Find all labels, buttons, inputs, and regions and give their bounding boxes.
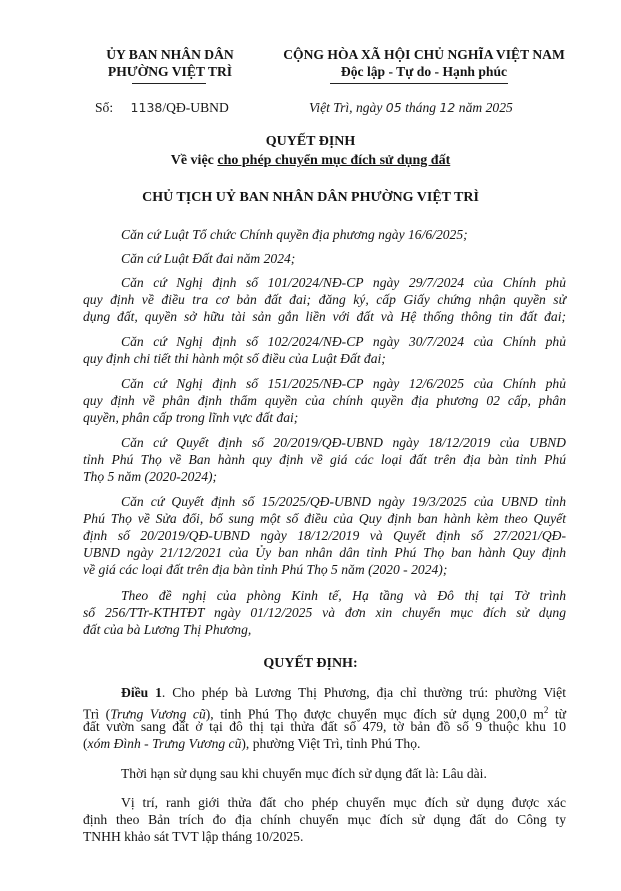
recital-7-line-5: về giá các loại đất trên địa bàn tỉnh Phú Thọ 5 năm (2020 - 2024); [83,562,448,577]
national-title: CỘNG HÒA XÃ HỘI CHỦ NGHĨA VIỆT NAM [283,47,565,62]
decision-number: Số: 1138/QĐ-UBND [95,100,229,115]
location-line-1: Vị trí, ranh giới thửa đất cho phép chuyển mục đích sử dụng được xác [121,795,566,810]
recital-6-line-3: Thọ 5 năm (2020-2024); [83,469,218,484]
recital-8-line-2: số 256/TTr-KTHTĐT ngày 01/12/2025 và đơn xin chuyển mục đích sử dụng [83,605,566,620]
document-subject: Về việc cho phép chuyển mục đích sử dụng đất [170,153,451,168]
location-line-3: TNHH khảo sát TVT lập tháng 10/2025. [83,829,304,844]
number-handwritten: 1138 [130,100,163,115]
date-month: 12 [439,100,456,115]
recital-6-line-1: Căn cứ Quyết định số 20/2019/QĐ-UBND ngày 18/12/2019 của UBND [121,435,566,450]
issue-date: Việt Trì, ngày 05 tháng 12 năm 2025 [309,100,513,115]
recital-2: Căn cứ Luật Đất đai năm 2024; [121,251,296,266]
issuer-line-1: ỦY BAN NHÂN DÂN [106,47,234,62]
recital-8-line-1: Theo đề nghị của phòng Kinh tế, Hạ tầng và Đô thị tại Tờ trình [121,588,566,603]
recital-4-line-1: Căn cứ Nghị định số 102/2024/NĐ-CP ngày 30/7/2024 của Chính phủ [121,334,566,349]
article-1-label: Điều 1 [121,685,162,700]
motto-underline [330,83,508,84]
national-motto: Độc lập - Tự do - Hạnh phúc [340,64,508,79]
recital-5-line-2: quy định về phân định thẩm quyền của chính quyền địa phương 02 cấp, phân [83,393,566,408]
recital-7-line-3: định số 20/2019/QĐ-UBND ngày 18/12/2019 và Quyết định số 27/2021/QĐ- [83,528,566,543]
article-1-line-3: đất vườn sang đất ở tại đô thị tại thửa đất số 479, tờ bản đồ số 9 thuộc khu 10 [83,719,566,734]
recital-4-line-2: quy định chi tiết thi hành một số điều của Luật Đất đai; [83,351,386,366]
recital-1: Căn cứ Luật Tổ chức Chính quyền địa phương ngày 16/6/2025; [121,227,468,242]
recital-6-line-2: tỉnh Phú Thọ về Ban hành quy định về giá các loại đất trên địa bàn tỉnh Phú [83,452,566,467]
recital-7-line-1: Căn cứ Quyết định số 15/2025/QĐ-UBND ngày 19/3/2025 của UBND tỉnh [121,494,566,509]
article-1-line-2: Trì (Trưng Vương cũ), tỉnh Phú Thọ được chuyển mục đích sử dụng 200,0 $m^2$ từ [83,705,567,722]
recital-7-line-2: Phú Thọ về Sửa đổi, bổ sung một số điều của Quy định ban hành kèm theo Quyết [83,511,566,526]
recital-3-line-1: Căn cứ Nghị định số 101/2024/NĐ-CP ngày 29/7/2024 của Chính phủ [121,275,566,290]
recital-5-line-3: quyền, phân cấp trong lĩnh vực đất đai; [83,410,299,425]
recital-8-line-3: đất của bà Lương Thị Phương, [83,622,252,637]
issuer-line-2: PHƯỜNG VIỆT TRÌ [107,64,233,79]
issuing-authority: CHỦ TỊCH UỶ BAN NHÂN DÂN PHƯỜNG VIỆT TRÌ [142,190,479,205]
decision-heading: QUYẾT ĐỊNH: [263,656,358,671]
article-1-line-4: (xóm Đình - Trưng Vương cũ), phường Việt Trì, tỉnh Phú Thọ. [83,736,421,751]
issuer-underline [132,83,206,84]
recital-5-line-1: Căn cứ Nghị định số 151/2025/NĐ-CP ngày 12/6/2025 của Chính phủ [121,376,566,391]
article-1-line-1: Điều 1. Cho phép bà Lương Thị Phương, địa chỉ thường trú: phường Việt [121,685,566,700]
location-line-2: định theo Bản trích đo địa chính chuyển mục đích sử dụng đất do Công ty [83,812,566,827]
recital-3-line-2: quy định về điều tra cơ bản đất đai; đăng ký, cấp Giấy chứng nhận quyền sử [83,292,566,307]
date-day: 05 [385,100,402,115]
land-use-term: Thời hạn sử dụng sau khi chuyển mục đích sử dụng đất là: Lâu dài. [121,766,487,781]
recital-3-line-3: dụng đất, quyền sở hữu tài sản gắn liền với đất và Hệ thống thông tin đất đai; [83,309,566,324]
document-title: QUYẾT ĐỊNH [265,134,356,149]
recital-7-line-4: UBND ngày 21/12/2021 của Ủy ban nhân dân tỉnh Phú Thọ ban hành Quy định [83,545,566,560]
